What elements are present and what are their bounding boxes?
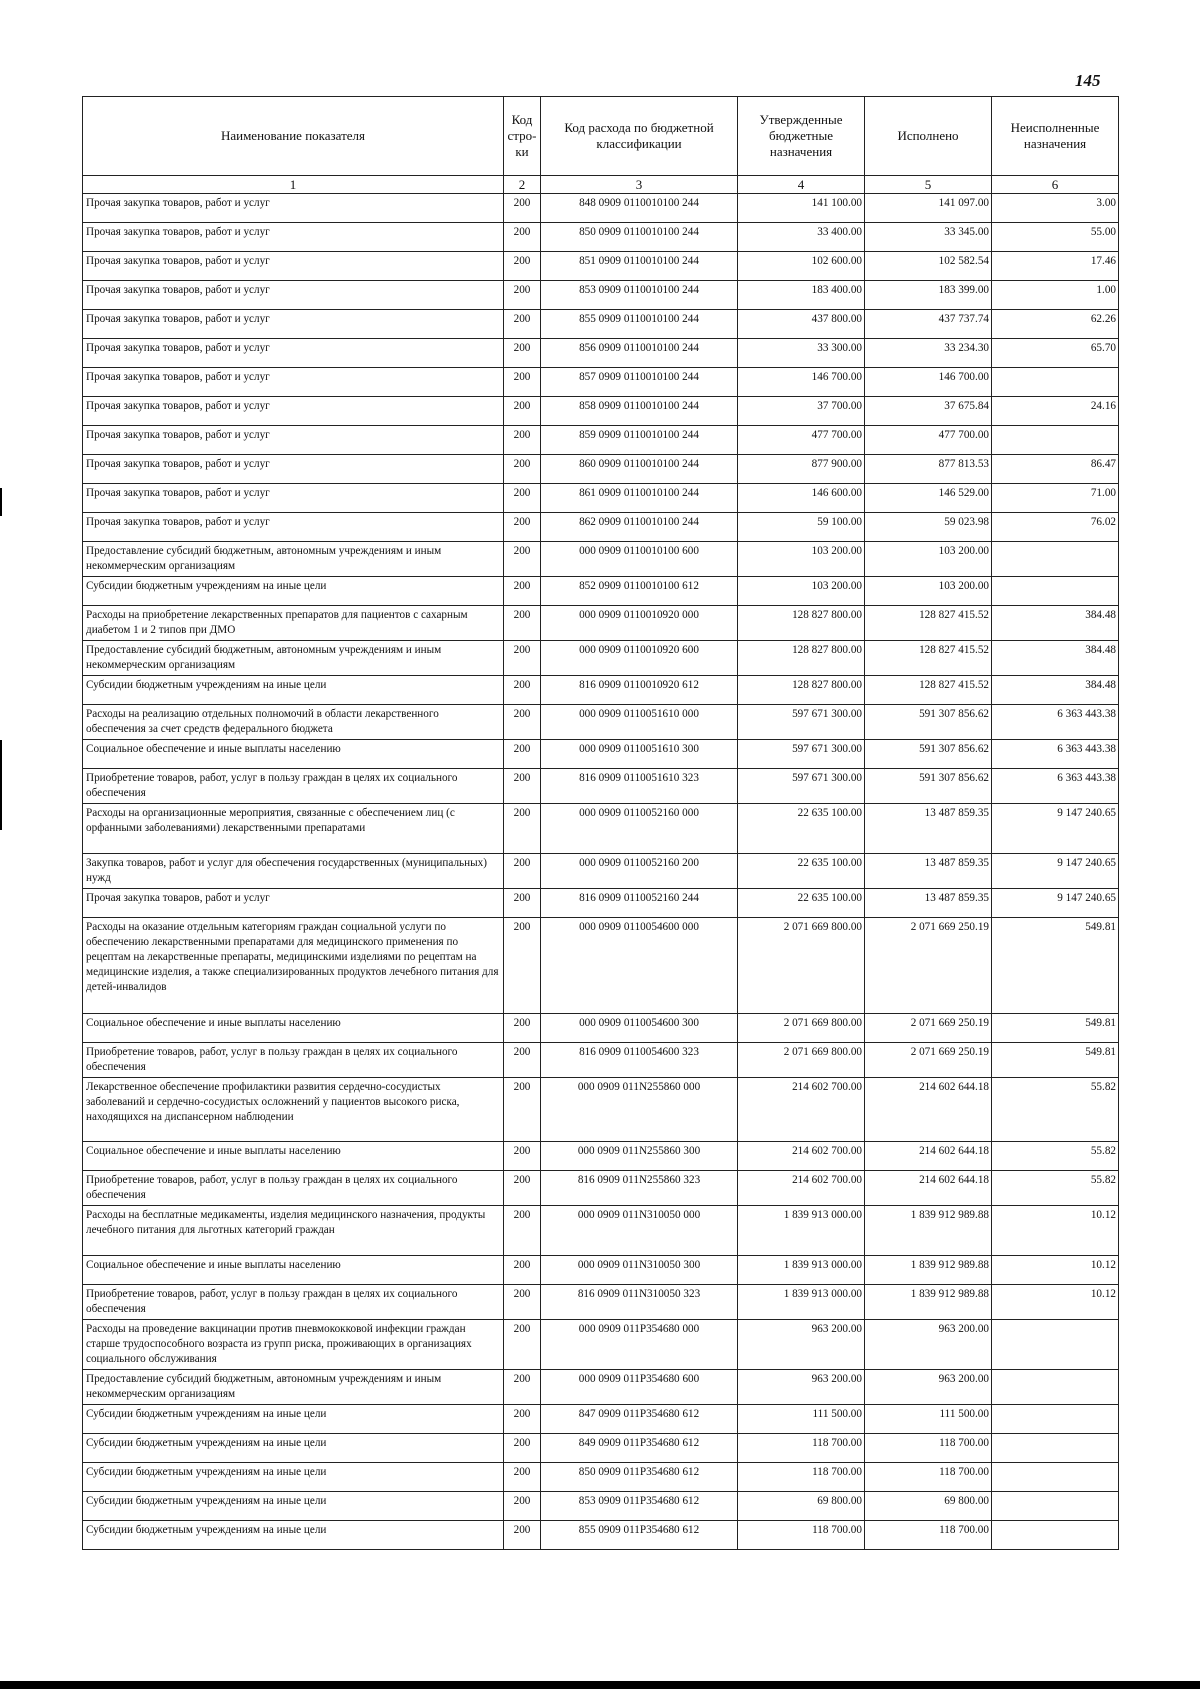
row-approved: 146 600.00 [738,484,865,513]
row-budget-code: 000 0909 011N255860 000 [541,1078,738,1142]
table-row [83,854,1119,889]
row-unexecuted [992,1492,1119,1521]
table-body [83,194,1119,1550]
row-line-code: 200 [504,484,541,513]
scan-edge-mark [0,488,2,516]
row-executed: 128 827 415.52 [865,676,992,705]
row-budget-code: 816 0909 0110054600 323 [541,1043,738,1078]
row-name: Предоставление субсидий бюджетным, автономным учреждениям и иным некоммерческим организациям [83,1370,504,1405]
header-name: Наименование показателя [83,97,504,176]
page-number: 145 [1075,71,1101,90]
row-executed: 214 602 644.18 [865,1142,992,1171]
row-executed: 146 529.00 [865,484,992,513]
row-line-code: 200 [504,1043,541,1078]
row-unexecuted: 62.26 [992,310,1119,339]
table-row [83,804,1119,854]
row-name: Прочая закупка товаров, работ и услуг [83,397,504,426]
row-line-code: 200 [504,1142,541,1171]
row-unexecuted: 10.12 [992,1285,1119,1320]
column-number: 5 [865,176,992,194]
row-name: Социальное обеспечение и иные выплаты населению [83,1142,504,1171]
table-row [83,513,1119,542]
row-executed: 118 700.00 [865,1521,992,1550]
row-name: Субсидии бюджетным учреждениям на иные цели [83,1521,504,1550]
row-unexecuted: 549.81 [992,1043,1119,1078]
row-line-code: 200 [504,1521,541,1550]
row-unexecuted: 10.12 [992,1256,1119,1285]
row-unexecuted: 384.48 [992,676,1119,705]
row-name: Прочая закупка товаров, работ и услуг [83,310,504,339]
row-budget-code: 848 0909 0110010100 244 [541,194,738,223]
row-approved: 963 200.00 [738,1370,865,1405]
table-row [83,281,1119,310]
row-approved: 33 400.00 [738,223,865,252]
row-name: Прочая закупка товаров, работ и услуг [83,339,504,368]
row-name: Прочая закупка товаров, работ и услуг [83,889,504,918]
row-line-code: 200 [504,397,541,426]
row-name: Прочая закупка товаров, работ и услуг [83,368,504,397]
table-row [83,1463,1119,1492]
row-approved: 477 700.00 [738,426,865,455]
row-executed: 103 200.00 [865,577,992,606]
table-row [83,542,1119,577]
row-executed: 128 827 415.52 [865,641,992,676]
row-name: Предоставление субсидий бюджетным, автономным учреждениям и иным некоммерческим организациям [83,641,504,676]
row-executed: 2 071 669 250.19 [865,918,992,1014]
row-approved: 69 800.00 [738,1492,865,1521]
row-budget-code: 849 0909 011P354680 612 [541,1434,738,1463]
row-unexecuted [992,1320,1119,1370]
row-budget-code: 000 0909 0110051610 000 [541,705,738,740]
row-budget-code: 860 0909 0110010100 244 [541,455,738,484]
table-row [83,1285,1119,1320]
row-unexecuted: 384.48 [992,641,1119,676]
row-approved: 128 827 800.00 [738,606,865,641]
row-line-code: 200 [504,1285,541,1320]
row-name: Закупка товаров, работ и услуг для обеспечения государственных (муниципальных) нужд [83,854,504,889]
column-number: 2 [504,176,541,194]
row-executed: 877 813.53 [865,455,992,484]
row-budget-code: 000 0909 011N310050 300 [541,1256,738,1285]
row-budget-code: 852 0909 0110010100 612 [541,577,738,606]
row-line-code: 200 [504,804,541,854]
row-approved: 37 700.00 [738,397,865,426]
row-line-code: 200 [504,854,541,889]
row-executed: 214 602 644.18 [865,1171,992,1206]
row-name: Приобретение товаров, работ, услуг в пользу граждан в целях их социального обеспечения [83,769,504,804]
row-line-code: 200 [504,426,541,455]
row-approved: 33 300.00 [738,339,865,368]
table-row [83,368,1119,397]
row-executed: 1 839 912 989.88 [865,1256,992,1285]
row-approved: 1 839 913 000.00 [738,1206,865,1256]
row-approved: 214 602 700.00 [738,1171,865,1206]
row-line-code: 200 [504,606,541,641]
row-executed: 591 307 856.62 [865,705,992,740]
table-row [83,1521,1119,1550]
row-budget-code: 853 0909 011P354680 612 [541,1492,738,1521]
row-budget-code: 000 0909 0110010920 600 [541,641,738,676]
row-name: Субсидии бюджетным учреждениям на иные цели [83,1463,504,1492]
row-name: Расходы на организационные мероприятия, связанные с обеспечением лиц (с орфанными заболеваниями) лекарственными препаратами [83,804,504,854]
row-approved: 183 400.00 [738,281,865,310]
table-row [83,426,1119,455]
table-row [83,1256,1119,1285]
row-line-code: 200 [504,769,541,804]
row-name: Расходы на оказание отдельным категориям граждан социальной услуги по обеспечению лекарственными препаратами для медицинского применения по рецептам на лекарственные препараты, медицинскими изделиями по рецептам на медицинские изделия, а также специализированных продуктов лечебного питания для детей-инвалидов [83,918,504,1014]
row-line-code: 200 [504,281,541,310]
row-unexecuted: 55.82 [992,1142,1119,1171]
row-executed: 437 737.74 [865,310,992,339]
row-unexecuted: 65.70 [992,339,1119,368]
row-approved: 214 602 700.00 [738,1142,865,1171]
row-approved: 597 671 300.00 [738,740,865,769]
row-name: Прочая закупка товаров, работ и услуг [83,281,504,310]
row-budget-code: 855 0909 0110010100 244 [541,310,738,339]
row-name: Прочая закупка товаров, работ и услуг [83,252,504,281]
row-approved: 597 671 300.00 [738,705,865,740]
row-unexecuted: 24.16 [992,397,1119,426]
row-name: Расходы на бесплатные медикаменты, изделия медицинского назначения, продукты лечебного питания для льготных категорий граждан [83,1206,504,1256]
header-line-code: Код стро-ки [504,97,541,176]
row-name: Прочая закупка товаров, работ и услуг [83,455,504,484]
row-budget-code: 000 0909 011N255860 300 [541,1142,738,1171]
row-name: Прочая закупка товаров, работ и услуг [83,513,504,542]
table-row [83,223,1119,252]
row-approved: 118 700.00 [738,1521,865,1550]
table-row [83,252,1119,281]
table-row [83,455,1119,484]
row-executed: 33 345.00 [865,223,992,252]
row-approved: 963 200.00 [738,1320,865,1370]
row-name: Социальное обеспечение и иные выплаты населению [83,740,504,769]
row-executed: 183 399.00 [865,281,992,310]
row-budget-code: 861 0909 0110010100 244 [541,484,738,513]
row-line-code: 200 [504,223,541,252]
row-approved: 102 600.00 [738,252,865,281]
row-executed: 13 487 859.35 [865,804,992,854]
row-name: Прочая закупка товаров, работ и услуг [83,223,504,252]
row-line-code: 200 [504,1206,541,1256]
row-name: Субсидии бюджетным учреждениям на иные цели [83,676,504,705]
row-executed: 33 234.30 [865,339,992,368]
row-unexecuted: 3.00 [992,194,1119,223]
row-name: Расходы на реализацию отдельных полномочий в области лекарственного обеспечения за счет средств федерального бюджета [83,705,504,740]
table-row [83,1142,1119,1171]
row-approved: 146 700.00 [738,368,865,397]
row-budget-code: 850 0909 011P354680 612 [541,1463,738,1492]
row-unexecuted [992,368,1119,397]
table-row [83,397,1119,426]
table-row [83,676,1119,705]
row-unexecuted: 10.12 [992,1206,1119,1256]
row-line-code: 200 [504,310,541,339]
table-row [83,1014,1119,1043]
row-budget-code: 816 0909 011N255860 323 [541,1171,738,1206]
row-unexecuted [992,426,1119,455]
row-budget-code: 856 0909 0110010100 244 [541,339,738,368]
row-executed: 963 200.00 [865,1320,992,1370]
row-line-code: 200 [504,1256,541,1285]
header-unexecuted: Неисполненные назначения [992,97,1119,176]
row-line-code: 200 [504,194,541,223]
row-executed: 1 839 912 989.88 [865,1206,992,1256]
row-approved: 128 827 800.00 [738,641,865,676]
row-unexecuted: 549.81 [992,1014,1119,1043]
table-row [83,1078,1119,1142]
budget-execution-table [82,96,1119,1550]
row-budget-code: 816 0909 0110052160 244 [541,889,738,918]
row-unexecuted [992,1405,1119,1434]
row-line-code: 200 [504,705,541,740]
row-executed: 37 675.84 [865,397,992,426]
row-executed: 477 700.00 [865,426,992,455]
row-approved: 111 500.00 [738,1405,865,1434]
table-row [83,1492,1119,1521]
row-budget-code: 855 0909 011P354680 612 [541,1521,738,1550]
row-executed: 2 071 669 250.19 [865,1014,992,1043]
row-unexecuted: 6 363 443.38 [992,769,1119,804]
row-budget-code: 862 0909 0110010100 244 [541,513,738,542]
table-row [83,740,1119,769]
row-budget-code: 816 0909 0110010920 612 [541,676,738,705]
row-name: Прочая закупка товаров, работ и услуг [83,484,504,513]
row-name: Социальное обеспечение и иные выплаты населению [83,1256,504,1285]
header-executed: Исполнено [865,97,992,176]
row-executed: 214 602 644.18 [865,1078,992,1142]
row-unexecuted: 9 147 240.65 [992,804,1119,854]
row-approved: 22 635 100.00 [738,804,865,854]
row-unexecuted: 9 147 240.65 [992,889,1119,918]
row-line-code: 200 [504,1463,541,1492]
row-budget-code: 000 0909 0110054600 300 [541,1014,738,1043]
row-approved: 103 200.00 [738,542,865,577]
table-row [83,339,1119,368]
row-unexecuted: 1.00 [992,281,1119,310]
row-executed: 102 582.54 [865,252,992,281]
row-budget-code: 816 0909 011N310050 323 [541,1285,738,1320]
row-executed: 128 827 415.52 [865,606,992,641]
row-unexecuted: 6 363 443.38 [992,740,1119,769]
table-row [83,769,1119,804]
row-budget-code: 847 0909 011P354680 612 [541,1405,738,1434]
row-unexecuted: 86.47 [992,455,1119,484]
row-budget-code: 853 0909 0110010100 244 [541,281,738,310]
row-line-code: 200 [504,676,541,705]
row-name: Расходы на приобретение лекарственных препаратов для пациентов с сахарным диабетом 1 и 2 типов при ДМО [83,606,504,641]
row-budget-code: 000 0909 011P354680 000 [541,1320,738,1370]
row-approved: 214 602 700.00 [738,1078,865,1142]
table-row [83,194,1119,223]
table-row [83,918,1119,1014]
row-line-code: 200 [504,1492,541,1521]
row-line-code: 200 [504,1405,541,1434]
row-approved: 437 800.00 [738,310,865,339]
row-line-code: 200 [504,252,541,281]
row-executed: 59 023.98 [865,513,992,542]
row-approved: 22 635 100.00 [738,889,865,918]
row-executed: 118 700.00 [865,1434,992,1463]
row-budget-code: 000 0909 0110052160 200 [541,854,738,889]
row-name: Приобретение товаров, работ, услуг в пользу граждан в целях их социального обеспечения [83,1171,504,1206]
row-unexecuted: 17.46 [992,252,1119,281]
row-executed: 146 700.00 [865,368,992,397]
row-line-code: 200 [504,1014,541,1043]
row-budget-code: 000 0909 0110052160 000 [541,804,738,854]
row-approved: 2 071 669 800.00 [738,1014,865,1043]
row-unexecuted: 76.02 [992,513,1119,542]
row-name: Субсидии бюджетным учреждениям на иные цели [83,577,504,606]
table-row [83,1320,1119,1370]
column-number: 3 [541,176,738,194]
row-name: Социальное обеспечение и иные выплаты населению [83,1014,504,1043]
row-unexecuted: 55.82 [992,1078,1119,1142]
row-executed: 118 700.00 [865,1463,992,1492]
row-unexecuted: 9 147 240.65 [992,854,1119,889]
row-executed: 111 500.00 [865,1405,992,1434]
row-line-code: 200 [504,1320,541,1370]
row-approved: 118 700.00 [738,1434,865,1463]
row-line-code: 200 [504,1078,541,1142]
row-line-code: 200 [504,641,541,676]
row-executed: 103 200.00 [865,542,992,577]
column-number-row [83,176,1119,194]
column-number: 4 [738,176,865,194]
row-name: Прочая закупка товаров, работ и услуг [83,194,504,223]
row-line-code: 200 [504,455,541,484]
row-name: Приобретение товаров, работ, услуг в пользу граждан в целях их социального обеспечения [83,1043,504,1078]
row-line-code: 200 [504,577,541,606]
row-approved: 2 071 669 800.00 [738,1043,865,1078]
row-approved: 118 700.00 [738,1463,865,1492]
row-line-code: 200 [504,740,541,769]
row-budget-code: 851 0909 0110010100 244 [541,252,738,281]
row-unexecuted [992,577,1119,606]
table-row [83,1434,1119,1463]
row-unexecuted [992,542,1119,577]
row-executed: 69 800.00 [865,1492,992,1521]
row-budget-code: 000 0909 0110051610 300 [541,740,738,769]
table-row [83,1043,1119,1078]
table-row [83,641,1119,676]
row-approved: 128 827 800.00 [738,676,865,705]
row-executed: 1 839 912 989.88 [865,1285,992,1320]
row-unexecuted: 71.00 [992,484,1119,513]
row-unexecuted [992,1521,1119,1550]
row-name: Субсидии бюджетным учреждениям на иные цели [83,1492,504,1521]
row-line-code: 200 [504,1370,541,1405]
table-row [83,310,1119,339]
row-budget-code: 000 0909 0110010100 600 [541,542,738,577]
row-approved: 2 071 669 800.00 [738,918,865,1014]
table-row [83,705,1119,740]
row-budget-code: 000 0909 011P354680 600 [541,1370,738,1405]
row-budget-code: 816 0909 0110051610 323 [541,769,738,804]
row-line-code: 200 [504,339,541,368]
row-unexecuted: 6 363 443.38 [992,705,1119,740]
row-approved: 1 839 913 000.00 [738,1285,865,1320]
table-row [83,577,1119,606]
row-budget-code: 859 0909 0110010100 244 [541,426,738,455]
row-approved: 597 671 300.00 [738,769,865,804]
row-line-code: 200 [504,542,541,577]
row-approved: 103 200.00 [738,577,865,606]
row-budget-code: 850 0909 0110010100 244 [541,223,738,252]
header-budget-code: Код расхода по бюджетной классификации [541,97,738,176]
row-unexecuted: 384.48 [992,606,1119,641]
scan-bottom-bar [0,1681,1200,1689]
row-budget-code: 858 0909 0110010100 244 [541,397,738,426]
column-number: 1 [83,176,504,194]
row-executed: 13 487 859.35 [865,889,992,918]
table-row [83,484,1119,513]
row-executed: 141 097.00 [865,194,992,223]
table-row [83,606,1119,641]
row-line-code: 200 [504,1171,541,1206]
table-row [83,1171,1119,1206]
row-approved: 877 900.00 [738,455,865,484]
row-line-code: 200 [504,918,541,1014]
row-line-code: 200 [504,368,541,397]
row-approved: 1 839 913 000.00 [738,1256,865,1285]
row-unexecuted: 55.82 [992,1171,1119,1206]
row-line-code: 200 [504,889,541,918]
scan-edge-mark [0,740,2,830]
row-name: Прочая закупка товаров, работ и услуг [83,426,504,455]
row-name: Субсидии бюджетным учреждениям на иные цели [83,1405,504,1434]
row-line-code: 200 [504,513,541,542]
table-row [83,1206,1119,1256]
row-unexecuted [992,1434,1119,1463]
row-line-code: 200 [504,1434,541,1463]
row-executed: 13 487 859.35 [865,854,992,889]
table-row [83,1405,1119,1434]
row-name: Приобретение товаров, работ, услуг в пользу граждан в целях их социального обеспечения [83,1285,504,1320]
row-name: Расходы на проведение вакцинации против пневмококковой инфекции граждан старше трудоспособного возраста из групп риска, проживающих в организациях социального обслуживания [83,1320,504,1370]
row-unexecuted: 55.00 [992,223,1119,252]
row-executed: 591 307 856.62 [865,769,992,804]
row-approved: 59 100.00 [738,513,865,542]
column-number: 6 [992,176,1119,194]
row-unexecuted [992,1370,1119,1405]
row-budget-code: 000 0909 0110010920 000 [541,606,738,641]
row-executed: 2 071 669 250.19 [865,1043,992,1078]
table-row [83,1370,1119,1405]
row-approved: 22 635 100.00 [738,854,865,889]
header-row [83,97,1119,176]
row-executed: 963 200.00 [865,1370,992,1405]
row-name: Предоставление субсидий бюджетным, автономным учреждениям и иным некоммерческим организациям [83,542,504,577]
row-unexecuted [992,1463,1119,1492]
row-unexecuted: 549.81 [992,918,1119,1014]
row-approved: 141 100.00 [738,194,865,223]
row-budget-code: 000 0909 011N310050 000 [541,1206,738,1256]
header-approved: Утвержденные бюджетные назначения [738,97,865,176]
row-executed: 591 307 856.62 [865,740,992,769]
row-budget-code: 000 0909 0110054600 000 [541,918,738,1014]
table-row [83,889,1119,918]
row-budget-code: 857 0909 0110010100 244 [541,368,738,397]
row-name: Лекарственное обеспечение профилактики развития сердечно-сосудистых заболеваний и сердечно-сосудистых осложнений у пациентов высокого риска, находящихся на диспансерном наблюдении [83,1078,504,1142]
row-name: Субсидии бюджетным учреждениям на иные цели [83,1434,504,1463]
